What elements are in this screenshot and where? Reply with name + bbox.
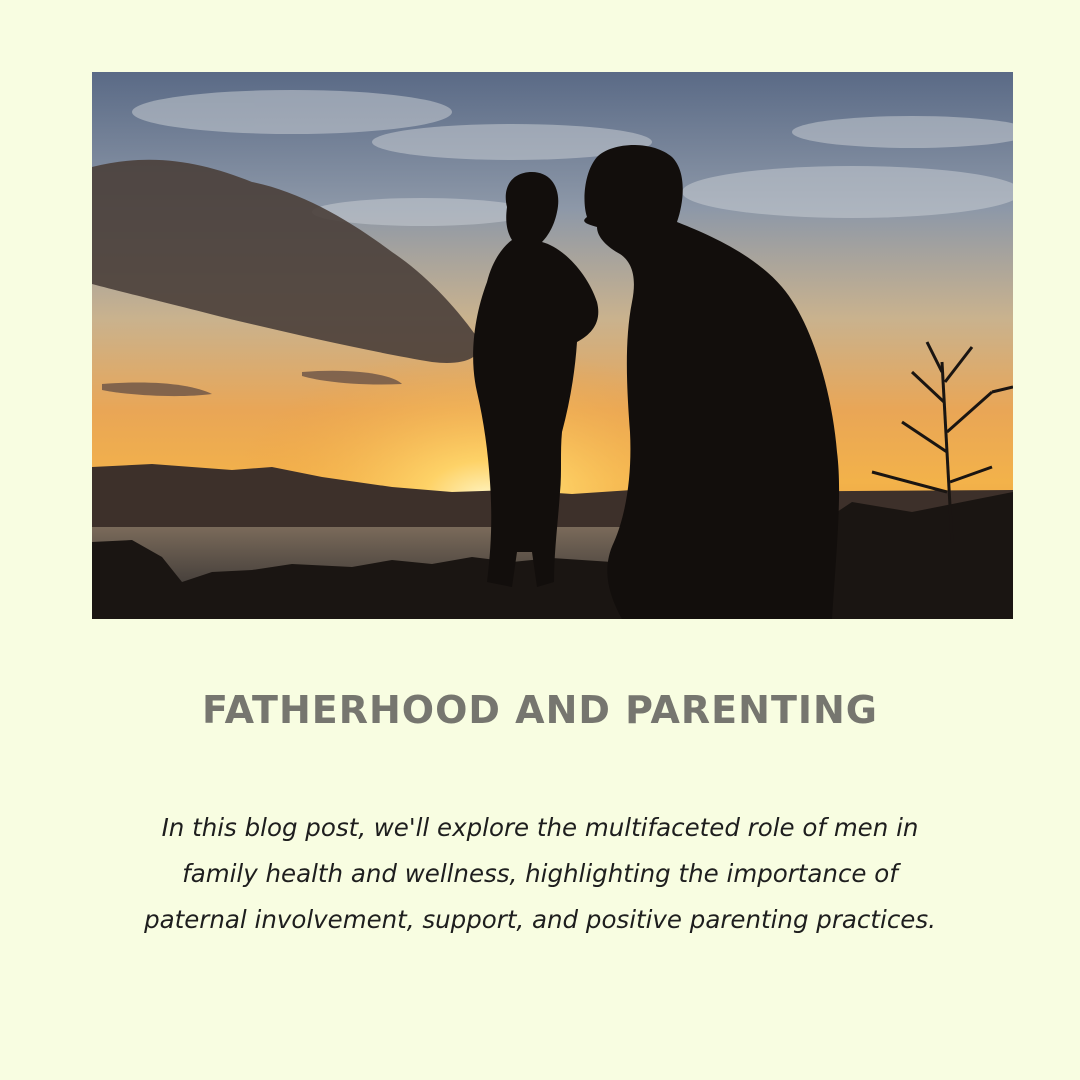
description-line: In this blog post, we'll explore the multifaceted role of men in <box>161 813 919 842</box>
hero-photo <box>92 72 1013 619</box>
father-child-silhouette-image <box>92 72 1013 619</box>
description-line: family health and wellness, highlighting the importance of <box>182 859 898 888</box>
post-description <box>140 805 940 943</box>
post-title: FATHERHOOD AND PARENTING <box>201 688 878 732</box>
description-line: paternal involvement, support, and positive parenting practices. <box>144 905 936 934</box>
